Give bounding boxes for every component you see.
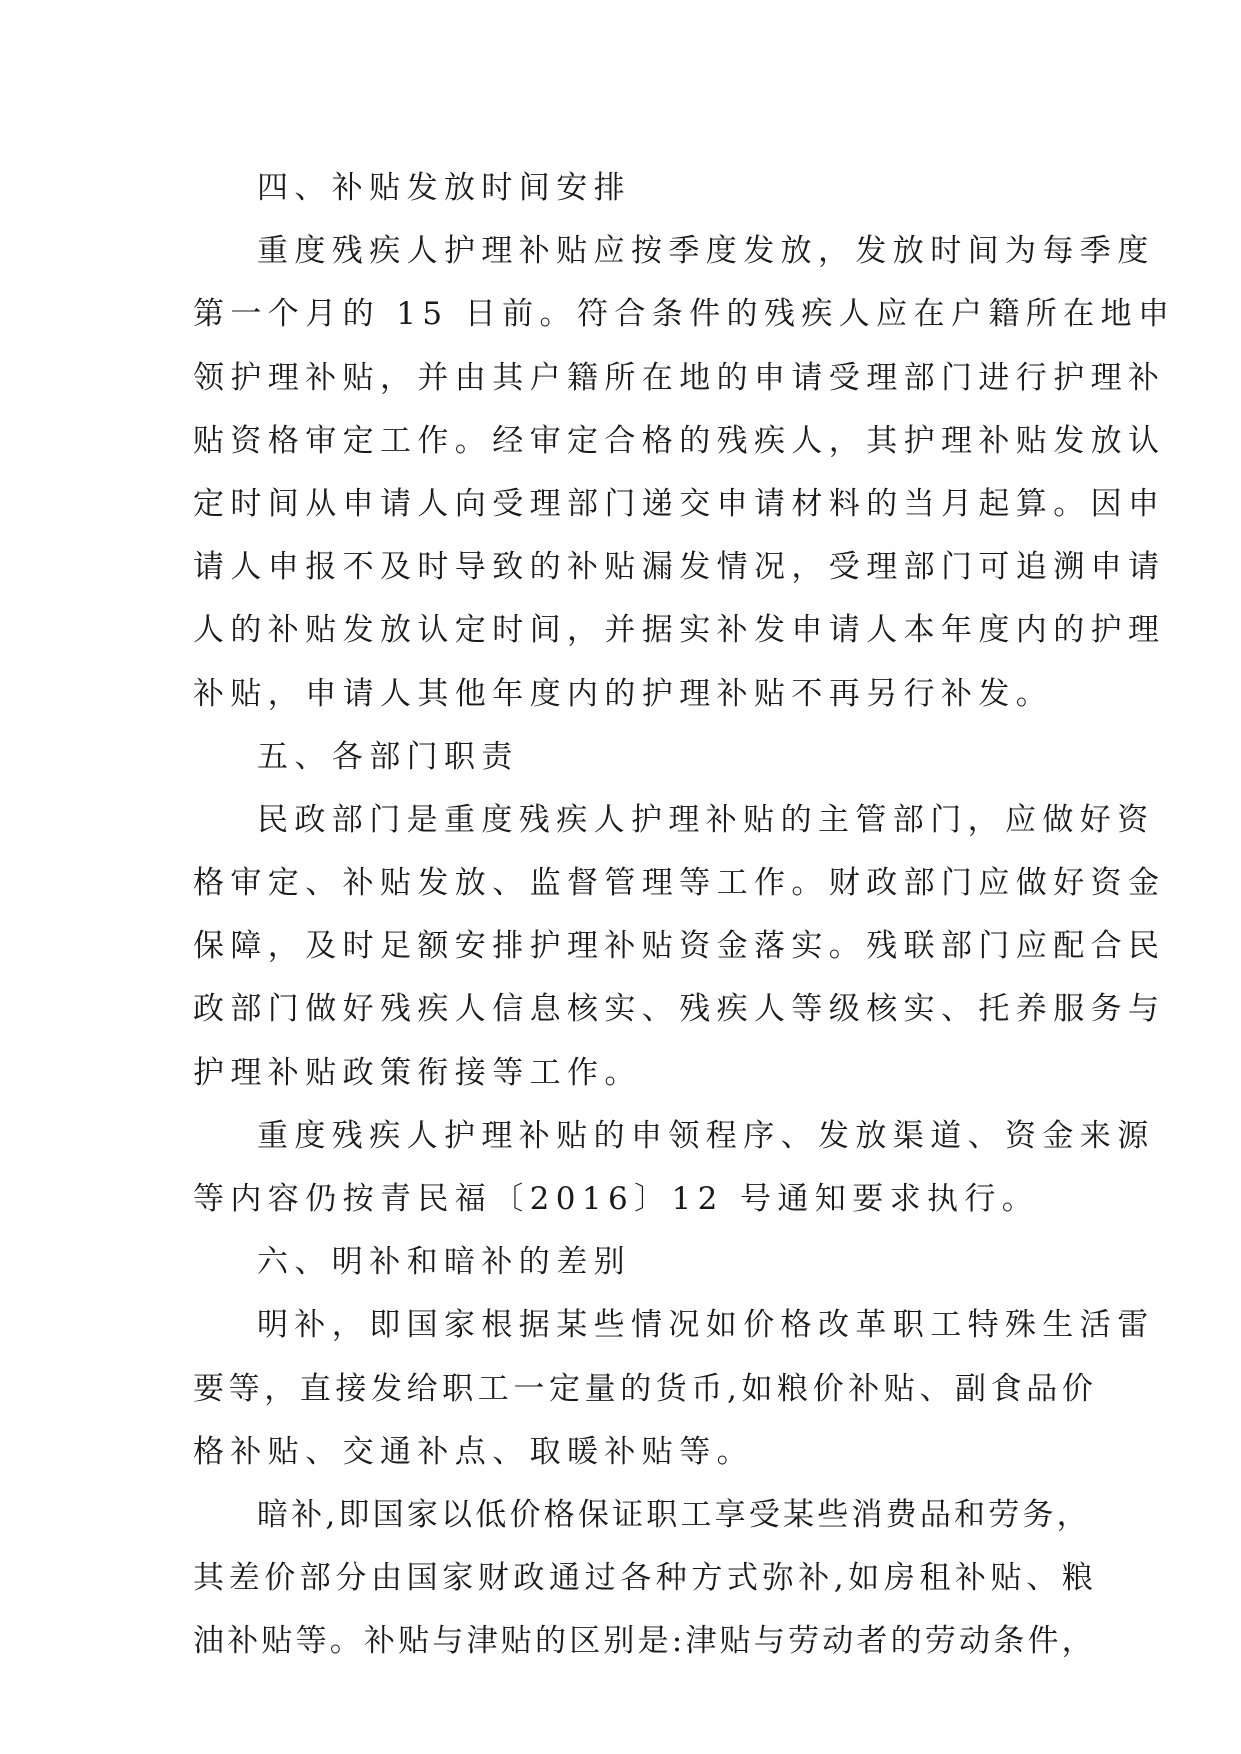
paragraph-line: 格审定、补贴发放、监督管理等工作。财政部门应做好资金 <box>193 865 1166 902</box>
paragraph-line: 格补贴、交通补点、取暖补贴等。 <box>193 1433 754 1470</box>
document-body <box>193 157 1176 1674</box>
paragraph-line: 要等，直接发给职工一定量的货币,如粮价补贴、副食品价 <box>193 1370 1098 1407</box>
section-heading-explicit-implicit-subsidy: 六、明补和暗补的差别 <box>257 1244 631 1281</box>
paragraph-line: 定时间从申请人向受理部门递交申请材料的当月起算。因申 <box>193 485 1166 522</box>
section-heading-subsidy-schedule: 四、补贴发放时间安排 <box>257 170 631 206</box>
paragraph-line: 人的补贴发放认定时间，并据实补发申请人本年度内的护理 <box>193 612 1166 649</box>
paragraph-line: 补贴，申请人其他年度内的护理补贴不再另行补发。 <box>193 675 1054 712</box>
paragraph-line: 民政部门是重度残疾人护理补贴的主管部门，应做好资 <box>257 801 1155 838</box>
paragraph-line: 保障，及时足额安排护理补贴资金落实。残联部门应配合民 <box>193 928 1166 965</box>
paragraph-line: 重度残疾人护理补贴应按季度发放，发放时间为每季度 <box>257 233 1155 270</box>
paragraph-line: 重度残疾人护理补贴的申领程序、发放渠道、资金来源 <box>257 1117 1155 1154</box>
paragraph-line: 暗补,即国家以低价格保证职工享受某些消费品和劳务， <box>257 1496 1091 1533</box>
paragraph-line: 贴资格审定工作。经审定合格的残疾人，其护理补贴发放认 <box>193 422 1166 459</box>
section-heading-department-duties: 五、各部门职责 <box>257 738 519 775</box>
paragraph-line: 护理补贴政策衔接等工作。 <box>193 1054 642 1091</box>
paragraph-line: 请人申报不及时导致的补贴漏发情况，受理部门可追溯申请 <box>193 549 1166 586</box>
paragraph-line: 油补贴等。补贴与津贴的区别是:津贴与劳动者的劳动条件， <box>193 1623 1096 1660</box>
paragraph-line: 其差价部分由国家财政通过各种方式弥补,如房租补贴、粮 <box>193 1560 1098 1597</box>
paragraph-line: 领护理补贴，并由其户籍所在地的申请受理部门进行护理补 <box>193 359 1166 396</box>
paragraph-line: 第一个月的 15 日前。符合条件的残疾人应在户籍所在地申 <box>193 296 1176 333</box>
paragraph-line: 政部门做好残疾人信息核实、残疾人等级核实、托养服务与 <box>193 991 1166 1028</box>
paragraph-line: 等内容仍按青民福〔2016〕12 号通知要求执行。 <box>193 1181 1040 1217</box>
paragraph-line: 明补，即国家根据某些情况如价格改革职工特殊生活雷 <box>257 1307 1155 1344</box>
